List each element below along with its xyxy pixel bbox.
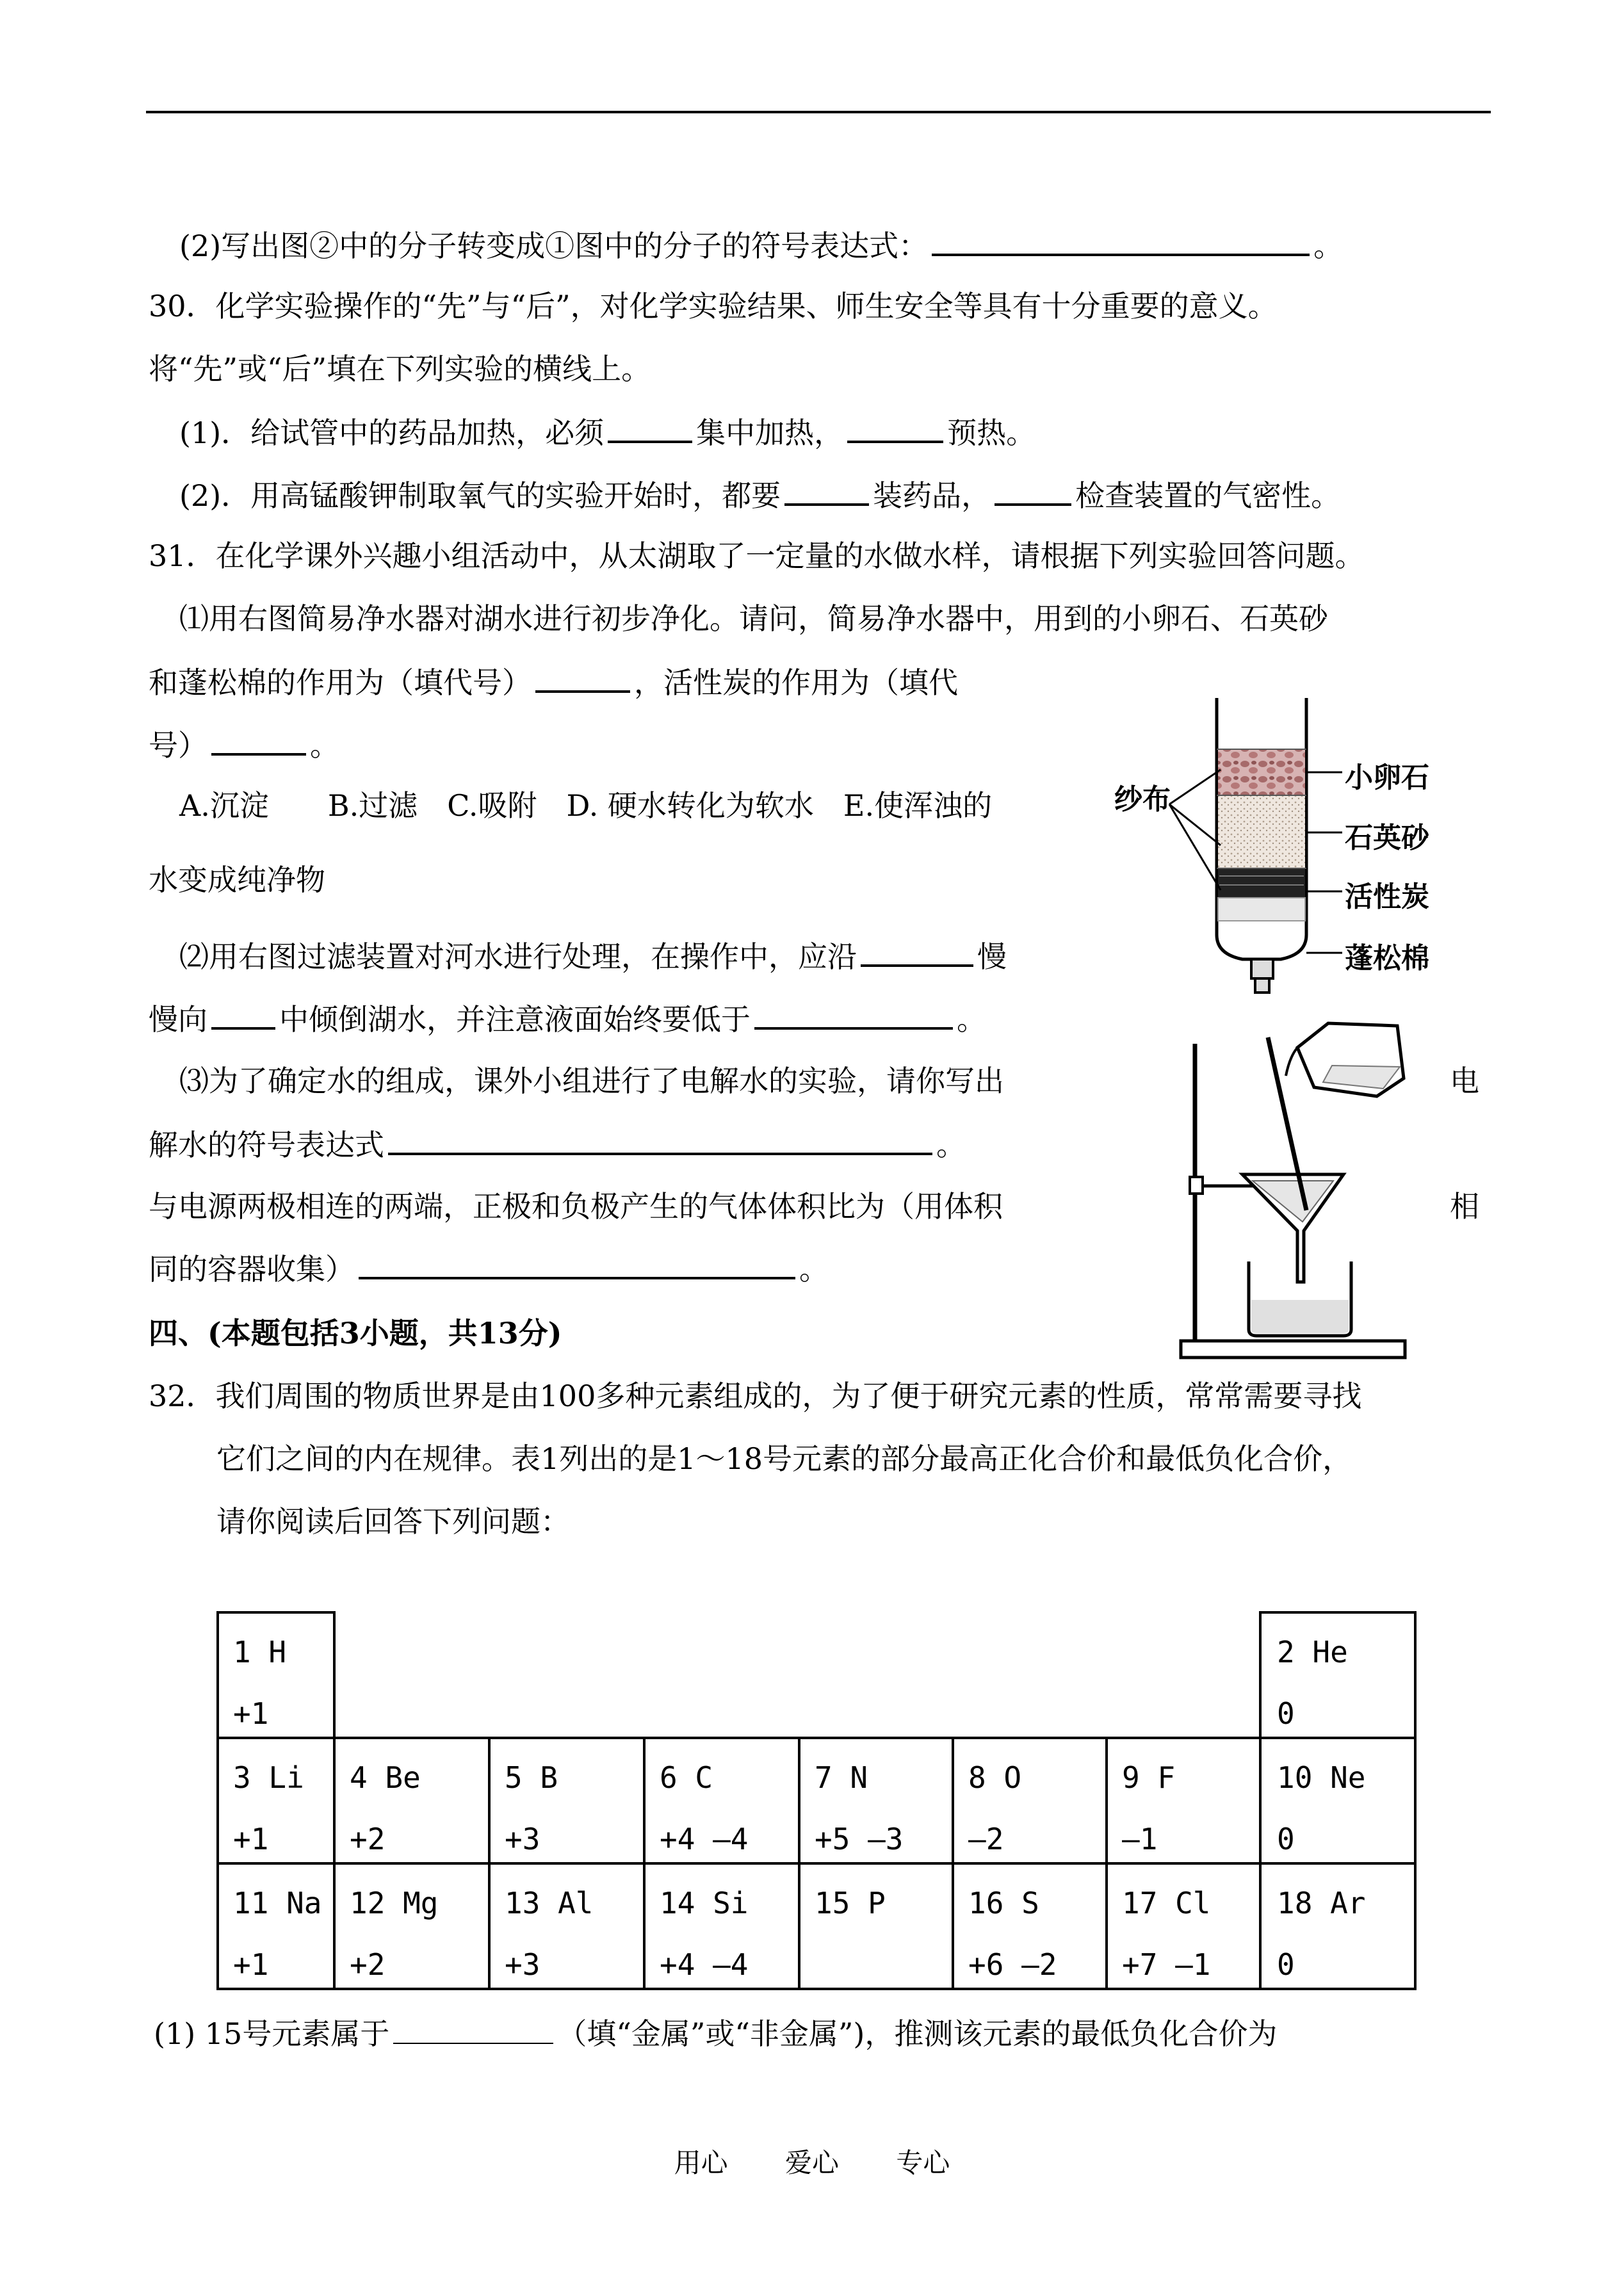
header-rule <box>146 111 1491 113</box>
answer-blank[interactable] <box>388 1124 932 1155</box>
cell-Be-valence: +2 <box>350 1822 386 1856</box>
q30-1-line: (1)．给试管中的药品加热，必须 集中加热， 预热。 <box>179 412 1035 452</box>
answer-blank[interactable] <box>211 999 275 1030</box>
answer-blank[interactable] <box>932 225 1310 256</box>
answer-blank[interactable] <box>608 412 692 443</box>
answer-blank[interactable] <box>754 999 953 1030</box>
q31-3-line3-end: 相 <box>1450 1189 1479 1224</box>
cell-H-symbol: 1 H <box>233 1635 287 1669</box>
footer-text-2: 爱心 <box>784 2147 839 2178</box>
q31-1-line2: 和蓬松棉的作用为（填代号） ，活性炭的作用为（填代 <box>149 662 958 702</box>
q31-2-line2: 慢向 中倾倒湖水，并注意液面始终要低于 。 <box>149 999 986 1039</box>
cell-S-symbol: 16 S <box>968 1886 1039 1920</box>
cell-Ar-symbol: 18 Ar <box>1277 1886 1366 1920</box>
answer-blank[interactable] <box>847 412 943 443</box>
q32-stem-line3: 请你阅读后回答下列问题： <box>216 1504 570 1539</box>
answer-blank[interactable] <box>211 725 306 756</box>
answer-blank[interactable] <box>359 1249 795 1279</box>
cell-Ar-valence: 0 <box>1277 1947 1295 1982</box>
q31-3-line4: 同的容器收集） 。 <box>149 1249 829 1288</box>
cell-H-valence: +1 <box>233 1696 269 1731</box>
label-pebble: 小卵石 <box>1345 761 1429 794</box>
page-footer <box>0 2142 1624 2180</box>
cell-F-valence: —1 <box>1122 1822 1158 1856</box>
table-grid <box>216 1611 1417 1990</box>
cell-He-symbol: 2 He <box>1277 1635 1348 1669</box>
cell-P-symbol: 15 P <box>815 1886 886 1920</box>
filtration-drawing <box>1172 1018 1428 1364</box>
q31-1-line: ⑴用右图简易净水器对湖水进行初步净化。请问，简易净水器中，用到的小卵石、石英砂 <box>179 601 1328 636</box>
cell-S-valence: +6 —2 <box>968 1947 1057 1982</box>
q31-3-line-end: 电 <box>1450 1064 1479 1098</box>
label-cloth: 纱布 <box>1114 783 1171 816</box>
cell-Cl-symbol: 17 Cl <box>1122 1886 1211 1920</box>
cell-F-symbol: 9 F <box>1122 1760 1176 1795</box>
q30-instruction: 将“先”或“后”填在下列实验的横线上。 <box>149 352 651 386</box>
q31-3-line3: 与电源两极相连的两端，正极和负极产生的气体体积比为（用体积 <box>149 1189 1003 1224</box>
cell-O-symbol: 8 O <box>968 1760 1022 1795</box>
cell-Al-valence: +3 <box>505 1947 540 1982</box>
cell-Be-symbol: 4 Be <box>350 1760 421 1795</box>
footer-text-3: 专心 <box>896 2147 950 2178</box>
cell-Mg-symbol: 12 Mg <box>350 1886 439 1920</box>
q32-1-line: (1) 15号元素属于 （填“金属”或“非金属”)，推测该元素的最低负化合价为 <box>154 2015 1277 2053</box>
filtration-apparatus-figure <box>1172 1018 1428 1364</box>
label-sand: 石英砂 <box>1345 822 1429 854</box>
answer-blank[interactable] <box>995 475 1071 506</box>
cell-B-symbol: 5 B <box>505 1760 558 1795</box>
cell-Li-valence: +1 <box>233 1822 269 1856</box>
cell-Al-symbol: 13 Al <box>505 1886 594 1920</box>
cell-C-symbol: 6 C <box>660 1760 713 1795</box>
footer-text-1: 用心 <box>674 2147 728 2178</box>
cell-Li-symbol: 3 Li <box>233 1760 304 1795</box>
q31-2-line: ⑵用右图过滤装置对河水进行处理，在操作中，应沿 慢 <box>179 936 1007 976</box>
q30-2-line: (2)．用高锰酸钾制取氧气的实验开始时，都要 装药品， 检查装置的气密性。 <box>179 475 1340 515</box>
label-carbon: 活性炭 <box>1345 880 1429 913</box>
cell-Na-valence: +1 <box>233 1947 269 1982</box>
cell-Si-symbol: 14 Si <box>660 1886 749 1920</box>
cell-Ne-symbol: 10 Ne <box>1277 1760 1366 1795</box>
q29-2-line: (2)写出图②中的分子转变成①图中的分子的符号表达式： 。 <box>179 225 1343 265</box>
cell-N-valence: +5 —3 <box>815 1822 904 1856</box>
label-cotton: 蓬松棉 <box>1345 942 1429 975</box>
cell-Cl-valence: +7 —1 <box>1122 1947 1211 1982</box>
cell-He-valence: 0 <box>1277 1696 1295 1731</box>
q31-3-line: ⑶为了确定水的组成，课外小组进行了电解水的实验，请你写出 <box>179 1064 1004 1098</box>
cell-B-valence: +3 <box>505 1822 540 1856</box>
cell-Mg-valence: +2 <box>350 1947 386 1982</box>
cell-O-valence: —2 <box>968 1822 1004 1856</box>
q30-stem: 30．化学实验操作的“先”与“后”，对化学实验结果、师生安全等具有十分重要的意义。 <box>149 289 1278 323</box>
cell-N-symbol: 7 N <box>815 1760 868 1795</box>
q32-stem-line2: 它们之间的内在规律。表1列出的是1～18号元素的部分最高正化合价和最低负化合价， <box>216 1441 1352 1476</box>
cell-Si-valence: +4 —4 <box>660 1947 749 1982</box>
q31-options-cont: 水变成纯净物 <box>149 863 325 897</box>
q32-stem: 32．我们周围的物质世界是由100多种元素组成的，为了便于研究元素的性质，常常需要寻找 <box>149 1379 1362 1413</box>
section-four-heading: 四、(本题包括3小题，共13分) <box>149 1316 562 1350</box>
cell-Ne-valence: 0 <box>1277 1822 1295 1856</box>
answer-blank[interactable] <box>861 936 973 967</box>
cell-Na-symbol: 11 Na <box>233 1886 322 1920</box>
periodic-table <box>216 1611 1417 1990</box>
q31-stem: 31．在化学课外兴趣小组活动中，从太湖取了一定量的水做水样，请根据下列实验回答问题。 <box>149 539 1365 573</box>
cell-C-valence: +4 —4 <box>660 1822 749 1856</box>
water-purifier-figure <box>1114 698 1473 999</box>
q31-1-line3: 号） 。 <box>149 725 339 765</box>
answer-blank[interactable] <box>784 475 869 506</box>
q31-options: A.沉淀 B.过滤 C.吸附 D. 硬水转化为软水 E.使浑浊的 <box>179 788 993 823</box>
answer-blank[interactable] <box>535 662 630 693</box>
answer-blank[interactable] <box>393 2015 553 2044</box>
q31-3-line2: 解水的符号表达式 。 <box>149 1124 966 1164</box>
